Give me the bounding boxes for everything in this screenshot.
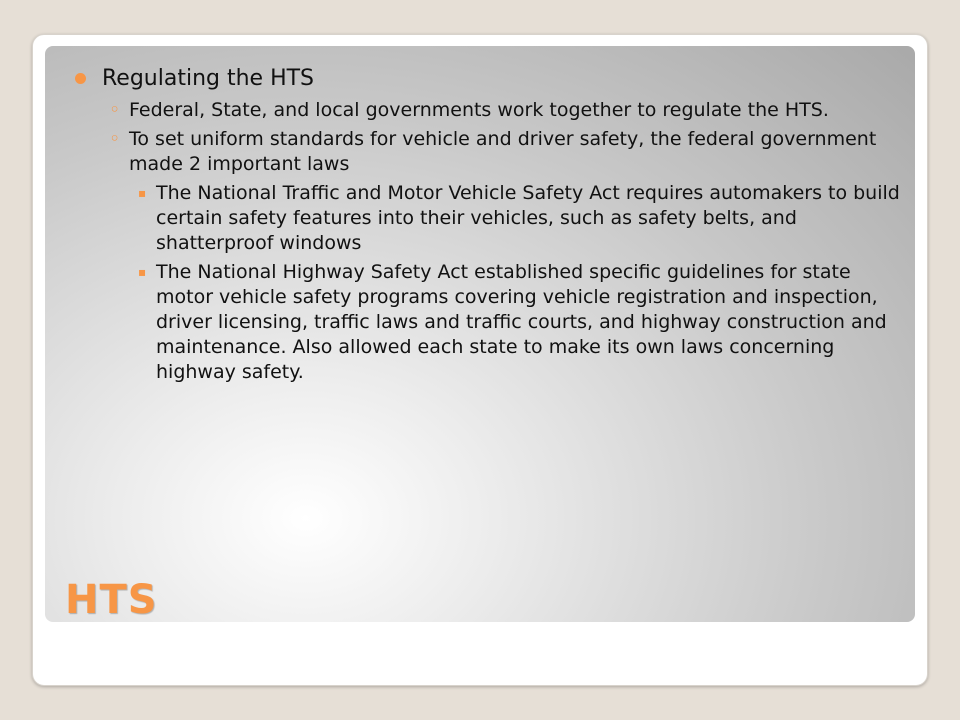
bullet-level3 bbox=[75, 181, 905, 256]
bullet-level2 bbox=[75, 127, 905, 177]
slide-title: HTS bbox=[65, 577, 158, 622]
bullet-dot-icon bbox=[75, 73, 86, 84]
bullet-level1 bbox=[75, 64, 905, 94]
bullet-ring-icon: ◦ bbox=[109, 128, 121, 150]
bullet-level2 bbox=[75, 98, 905, 123]
bullet-text: The National Traffic and Motor Vehicle Safety Act requires automakers to build certain safety features into their vehicles, such as safety belts, and shatterproof windows bbox=[156, 182, 900, 254]
bullet-text: The National Highway Safety Act established specific guidelines for state motor vehicle safety programs covering vehicle registration and inspection, driver licensing, traffic laws and traffic courts, and highway construction and maintenance. Also allowed each state to make its own laws concerning highway safety. bbox=[156, 261, 887, 383]
bullet-text: Regulating the HTS bbox=[102, 66, 315, 91]
slide-content-panel bbox=[45, 46, 915, 622]
bullet-text: Federal, State, and local governments work together to regulate the HTS. bbox=[129, 99, 829, 121]
bullet-level3 bbox=[75, 260, 905, 385]
bullet-diamond-icon: ▪ bbox=[138, 186, 147, 200]
bullet-ring-icon: ◦ bbox=[109, 99, 121, 121]
bullet-diamond-icon: ▪ bbox=[138, 265, 147, 279]
bullet-text: To set uniform standards for vehicle and driver safety, the federal government made 2 important laws bbox=[129, 128, 877, 175]
bullet-list bbox=[75, 64, 905, 385]
